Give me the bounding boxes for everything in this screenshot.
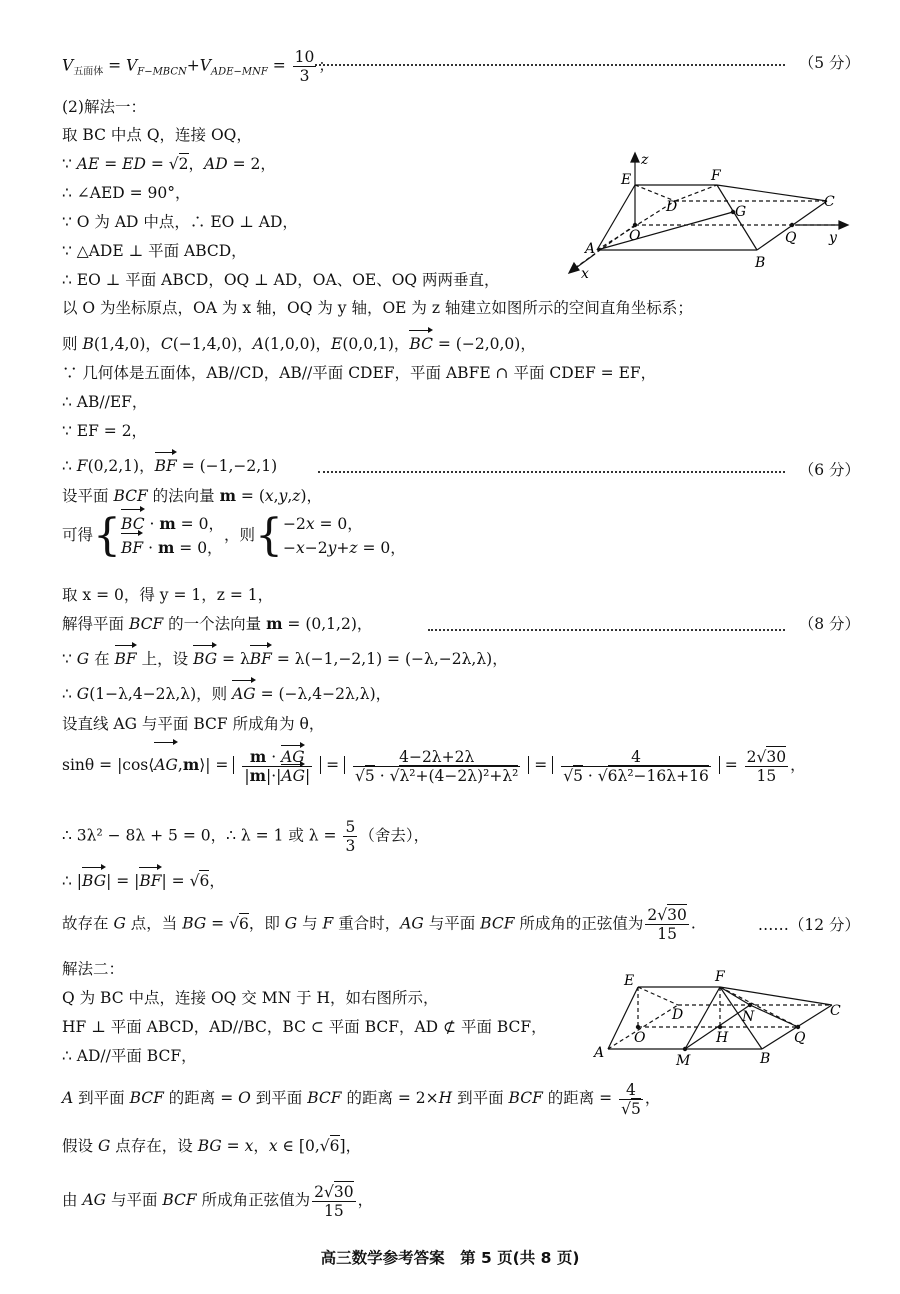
line-method-one: (2)解法一： — [62, 98, 146, 116]
line-distance: A 到平面 BCF 的距离 = O 到平面 BCF 的距离 = 2×H 到平面 BCF 的距离 = $\frac{4}{√5}$ ， — [62, 1080, 661, 1118]
line-f-coord: ∴ F(0,2,1)，BF = (−1,−2,1) — [62, 457, 278, 475]
dot-leader — [428, 629, 785, 631]
fig1-label-a: A — [585, 241, 596, 257]
line-ade-perp: ∵ △ADE ⊥ 平面 ABCD， — [62, 242, 247, 260]
line-take-x: 取 x = 0，得 y = 1，z = 1， — [62, 586, 274, 604]
fig2-label-c: C — [830, 1003, 841, 1019]
figure-coordinate-solid — [565, 150, 865, 280]
line-conclusion: 故存在 G 点，当 BG = √6，即 G 与 F 重合时，AG 与平面 BCF 所成角的正弦值为 $\frac{2√30}{15}$ . — [62, 906, 696, 943]
fig2-label-f: F — [715, 969, 725, 985]
fig2-label-m: M — [676, 1053, 691, 1069]
fig1-label-b: B — [755, 255, 766, 271]
fig2-label-n: N — [742, 1009, 755, 1025]
fig2-label-d: D — [672, 1007, 684, 1023]
dot-leader — [318, 471, 785, 473]
line-normal-result: 解得平面 BCF 的一个法向量 m = (0,1,2)， — [62, 614, 373, 633]
score-mark-12: ……（12 分） — [757, 916, 860, 934]
line-eo-perp: ∴ EO ⊥ 平面 ABCD，OQ ⊥ AD，OA、OE、OQ 两两垂直， — [62, 271, 500, 289]
line-ef-2: ∵ EF = 2， — [62, 422, 148, 440]
fig2-label-o: O — [634, 1030, 646, 1046]
line-normal-vector: 设平面 BCF 的法向量 m = (x,y,z)， — [62, 486, 323, 505]
score-mark-6: （6 分） — [798, 461, 860, 479]
page-footer: 高三数学参考答案 第 5 页(共 8 页) — [320, 1249, 580, 1267]
line-take-midpoint: 取 BC 中点 Q，连接 OQ， — [62, 126, 252, 144]
line-sine-given: 由 AG 与平面 BCF 所成角正弦值为 $\frac{2√30}{15}$ ， — [62, 1182, 374, 1220]
line-ab-ef: ∴ AB//EF， — [62, 393, 148, 411]
fig1-label-g: G — [735, 204, 747, 220]
score-mark-5: （5 分） — [798, 54, 860, 72]
line-angle-theta: 设直线 AG 与平面 BCF 所成角为 θ， — [62, 715, 325, 733]
line-ad-parallel: ∴ AD//平面 BCF， — [62, 1047, 197, 1065]
line-hf-perp: HF ⊥ 平面 ABCD，AD//BC，BC ⊂ 平面 BCF，AD ⊄ 平面 BCF， — [62, 1018, 547, 1036]
line-coords: 则 B(1,4,0)，C(−1,4,0)，A(1,0,0)，E(0,0,1)，BC = (−2,0,0)， — [62, 335, 536, 353]
fig1-label-q: Q — [785, 230, 797, 246]
fig1-label-d: D — [666, 199, 678, 215]
fig1-label-o: O — [629, 228, 641, 244]
line-assume-g: 假设 G 点存在，设 BG = x，x ∈ [0,√6]， — [62, 1137, 362, 1155]
line-angle-aed: ∴ ∠AED = 90°， — [62, 184, 191, 202]
line-g-on-bf: ∵ G 在 BF 上，设 BG = λBF = λ(−1,−2,1) = (−λ,−2λ,λ)， — [62, 650, 508, 668]
fig1-label-x: x — [581, 266, 589, 280]
fig1-label-e: E — [621, 172, 632, 188]
figure-pentahedron — [590, 965, 860, 1070]
fig2-label-e: E — [624, 973, 635, 989]
line-quadratic: ∴ 3λ² − 8λ + 5 = 0，∴ λ = 1 或 λ = $\frac{5}{3}$ （舍去）， — [62, 818, 430, 855]
line-system: 可得{BC · m = 0， BF · m = 0，，则{−2x = 0， −x−2y+z = 0， — [62, 510, 406, 561]
fig2-label-b: B — [760, 1051, 771, 1067]
line-method-two: 解法二： — [62, 960, 125, 978]
dot-leader — [315, 64, 785, 66]
line-pentahedron: ∵ 几何体是五面体，AB//CD，AB//平面 CDEF，平面 ABFE ∩ 平面 CDEF = EF， — [62, 364, 657, 382]
fig2-label-q: Q — [794, 1030, 806, 1046]
fig1-label-f: F — [711, 168, 721, 184]
fig2-label-h: H — [716, 1030, 729, 1046]
line-volume: $V_{五面体} = V_{F-MBCN}+V_{ADE-MNF}$ = $\frac{10}{3}$ ； — [62, 48, 334, 85]
line-bg-length: ∴ |BG| = |BF| = √6， — [62, 872, 225, 890]
line-g-coord: ∴ G(1−λ,4−2λ,λ)，则 AG = (−λ,4−2λ,λ)， — [62, 685, 392, 703]
fig2-label-a: A — [594, 1045, 605, 1061]
line-sin-theta: sinθ = |cos⟨AG,m⟩| = $\frac{m \cdot AG}{|m|\cdot|AG|}$ = $\frac{4-2\lambda+2\lambda}{\text{√5 · √λ²+(4−2λ)²+λ²}}$ = $\frac{4}{\text{√5 · √6λ²−16λ+16}}$ = $\frac{2√30}{15}$ ， — [62, 746, 806, 785]
fig1-label-y: y — [829, 230, 837, 246]
fig1-label-c: C — [824, 194, 835, 210]
score-mark-8: （8 分） — [798, 615, 860, 633]
line-o-midpoint: ∵ O 为 AD 中点，∴ EO ⊥ AD， — [62, 213, 298, 231]
line-coord-system: 以 O 为坐标原点，OA 为 x 轴，OQ 为 y 轴，OE 为 z 轴建立如图所示的空间直角坐标系； — [62, 299, 693, 317]
line-q-midpoint: Q 为 BC 中点，连接 OQ 交 MN 于 H，如右图所示， — [62, 989, 439, 1007]
fig1-label-z: z — [641, 152, 649, 168]
line-ae-ed: ∵ AE = ED = √2，AD = 2， — [62, 155, 276, 173]
